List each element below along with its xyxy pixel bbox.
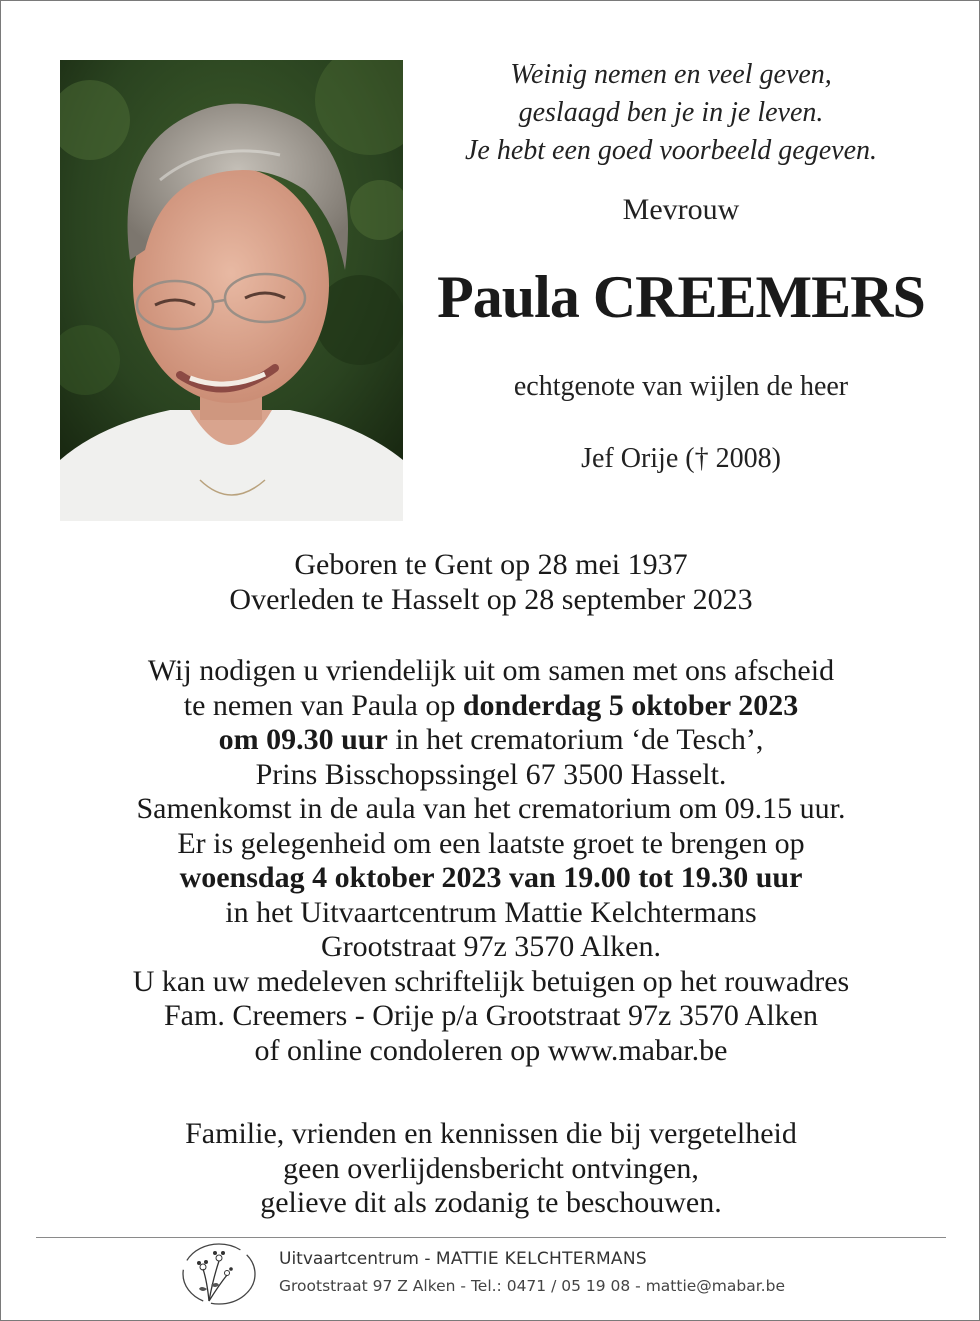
invitation-text	[1, 654, 980, 1068]
closing-line: Familie, vrienden en kennissen die bij vergetelheid	[185, 1117, 797, 1150]
verse-line: geslaagd ben je in je leven.	[518, 97, 824, 128]
invitation-text-part: in het crematorium ‘de Tesch’,	[387, 723, 764, 756]
invitation-text-part: te nemen van Paula op	[183, 688, 463, 722]
funeral-home-owner: MATTIE KELCHTERMANS	[435, 1249, 647, 1269]
closing-line: gelieve dit als zodanig te beschouwen.	[260, 1186, 722, 1219]
invitation-line: of online condoleren op www.mabar.be	[254, 1033, 728, 1067]
verse-line: Je hebt een goed voorbeeld gegeven.	[464, 135, 877, 166]
closing-note	[1, 1117, 980, 1221]
invitation-line: Er is gelegenheid om een laatste groet te brengen op	[177, 826, 805, 860]
invitation-line: Wij nodigen u vriendelijk uit om samen met ons afscheid	[147, 654, 835, 687]
funeral-home-label: Uitvaartcentrum -	[279, 1249, 436, 1269]
funeral-home-contact: Grootstraat 97 Z Alken - Tel.: 0471 / 05 19 08 - mattie@mabar.be	[279, 1277, 785, 1295]
footer-divider	[36, 1237, 946, 1238]
birth-line: Geboren te Gent op 28 mei 1937	[294, 548, 688, 581]
visitation-bold: woensdag 4 oktober 2023 van 19.00 tot 19.30 uur	[179, 861, 803, 894]
life-dates	[1, 548, 980, 617]
spouse-intro: echtgenote van wijlen de heer	[513, 371, 849, 402]
invitation-line: Fam. Creemers - Orije p/a Grootstraat 97z 3570 Alken	[164, 999, 818, 1032]
funeral-home-name	[279, 1249, 647, 1269]
spouse-name: Jef Orije († 2008)	[581, 443, 781, 474]
visitation-datetime	[1, 861, 980, 896]
invitation-line: Prins Bisschopssingel 67 3500 Hasselt.	[255, 757, 727, 791]
invitation-line: in het Uitvaartcentrum Mattie Kelchtermans	[225, 895, 757, 929]
verse-line: Weinig nemen en veel geven,	[510, 59, 832, 90]
ceremony-time: om 09.30 uur	[218, 723, 388, 756]
deceased-name: Paula CREEMERS	[437, 264, 925, 330]
closing-line: geen overlijdensbericht ontvingen,	[283, 1151, 699, 1185]
invitation-line: U kan uw medeleven schriftelijk betuigen op het rouwadres	[132, 964, 850, 998]
verse	[421, 56, 921, 170]
honorific: Mevrouw	[622, 193, 740, 226]
invitation-line	[1, 723, 980, 758]
flower-logo-icon	[179, 1241, 259, 1307]
invitation-line	[1, 689, 980, 724]
invitation-line: Grootstraat 97z 3570 Alken.	[321, 930, 661, 963]
ceremony-date: donderdag 5 oktober 2023	[462, 688, 799, 722]
portrait-photo	[60, 60, 403, 521]
death-line: Overleden te Hasselt op 28 september 2023	[229, 582, 753, 616]
invitation-line: Samenkomst in de aula van het crematorium om 09.15 uur.	[136, 792, 846, 825]
